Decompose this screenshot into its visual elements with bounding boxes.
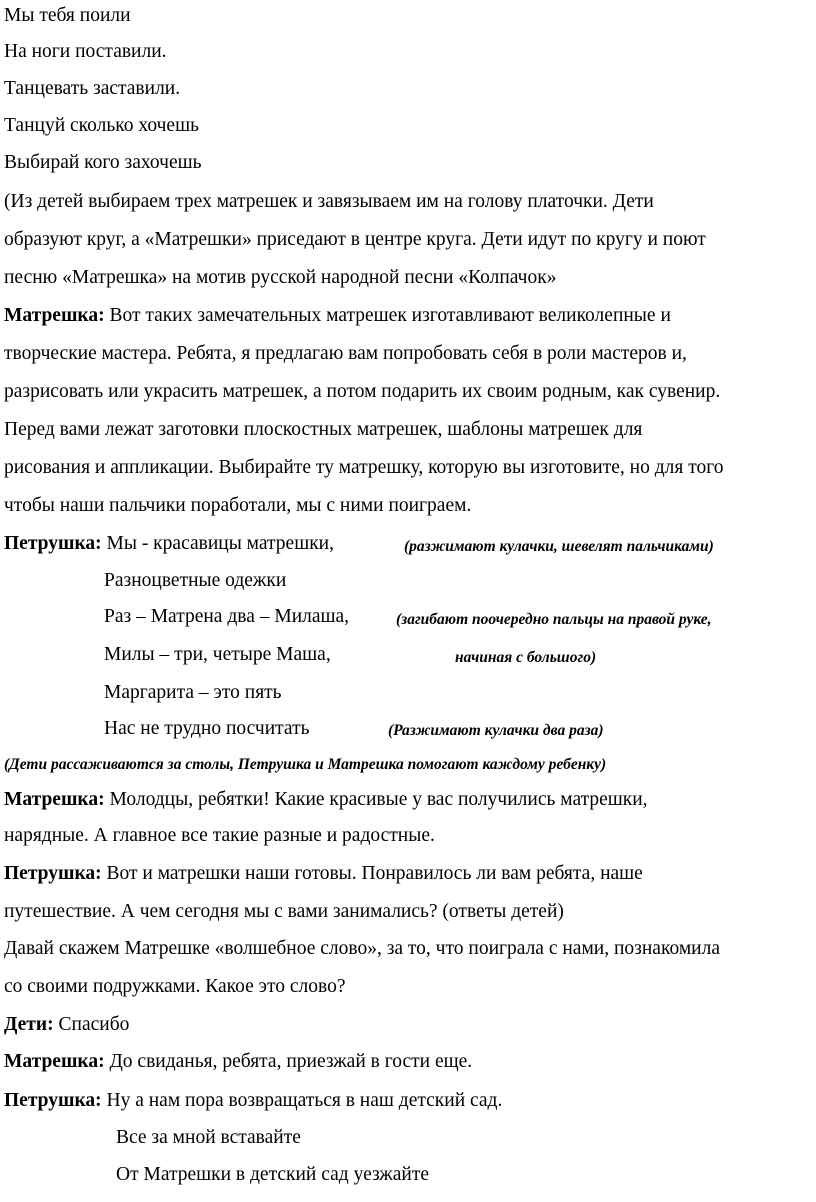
dialogue-line [4,304,671,328]
poem-line: Маргарита – это пять [104,682,282,703]
speaker-label: Матрешка: [4,1051,105,1072]
paragraph-line: Перед вами лежат заготовки плоскостных матрешек, шаблоны матрешек для [4,419,643,440]
poem-line: Танцевать заставили. [4,78,181,99]
dialogue-line [4,1089,502,1113]
dialogue-line [4,1050,472,1074]
speaker-label: Матрешка: [4,789,105,810]
poem-line: От Матрешки в детский сад уезжайте [116,1164,430,1185]
poem-line: Мы тебя поили [4,5,131,26]
poem-line: Разноцветные одежки [104,570,287,591]
speech-text: Вот и матрешки наши готовы. Понравилось ли вам ребята, наше [101,863,643,884]
paragraph-line: творческие мастера. Ребята, я предлагаю вам попробовать себя в роли мастеров и, [4,343,687,364]
stage-direction: (разжимают кулачки, шевелят пальчиками) [404,538,714,555]
paragraph-line: нарядные. А главное все такие разные и радостные. [4,825,435,846]
speaker-label: Дети: [4,1014,54,1035]
poem-line: Нас не трудно посчитать [104,718,310,739]
paragraph-line: путешествие. А чем сегодня мы с вами занимались? (ответы детей) [4,901,564,922]
speaker-label: Петрушка: [4,863,102,884]
poem-line: На ноги поставили. [4,41,167,62]
poem-line: Раз – Матрена два – Милаша, [104,606,350,627]
speaker-label: Петрушка: [4,533,102,554]
paragraph-line: со своими подружками. Какое это слово? [4,976,346,997]
paragraph-line: чтобы наши пальчики поработали, мы с ними поиграем. [4,495,472,516]
paragraph-line: рисования и аппликации. Выбирайте ту матрешку, которую вы изготовите, но для того [4,457,724,478]
poem-line: Милы – три, четыре Маша, [104,644,331,665]
paragraph-line: (Из детей выбираем трех матрешек и завязываем им на голову платочки. Дети [4,191,654,212]
paragraph-line: Давай скажем Матрешке «волшебное слово», за то, что поиграла с нами, познакомила [4,938,720,959]
speech-text: Мы - красавицы матрешки, [101,533,334,554]
paragraph-line: разрисовать или украсить матрешек, а потом подарить их своим родным, как сувенир. [4,381,721,402]
speaker-label: Петрушка: [4,1090,102,1111]
speech-text: Вот таких замечательных матрешек изготавливают великолепные и [104,305,671,326]
dialogue-line [4,862,643,886]
poem-line: Все за мной вставайте [116,1127,301,1148]
stage-direction: начиная с большого) [455,649,597,666]
speech-text: Ну а нам пора возвращаться в наш детский сад. [101,1090,503,1111]
stage-direction: (Дети рассаживаются за столы, Петрушка и Матрешка помогают каждому ребенку) [4,756,607,773]
stage-direction: (Разжимают кулачки два раза) [388,722,604,739]
speech-text: До свиданья, ребята, приезжай в гости еще. [104,1051,473,1072]
paragraph-line: образуют круг, а «Матрешки» приседают в центре круга. Дети идут по кругу и поют [4,229,706,250]
paragraph-line: песню «Матрешка» на мотив русской народной песни «Колпачок» [4,267,557,288]
dialogue-line [4,1013,129,1037]
poem-line: Танцуй сколько хочешь [4,115,199,136]
speech-text: Спасибо [53,1014,130,1035]
dialogue-line [4,532,334,556]
dialogue-line [4,788,648,812]
stage-direction: (загибают поочередно пальцы на правой руке, [396,611,712,628]
poem-line: Выбирай кого захочешь [4,152,202,173]
speech-text: Молодцы, ребятки! Какие красивые у вас получились матрешки, [104,789,648,810]
speaker-label: Матрешка: [4,305,105,326]
